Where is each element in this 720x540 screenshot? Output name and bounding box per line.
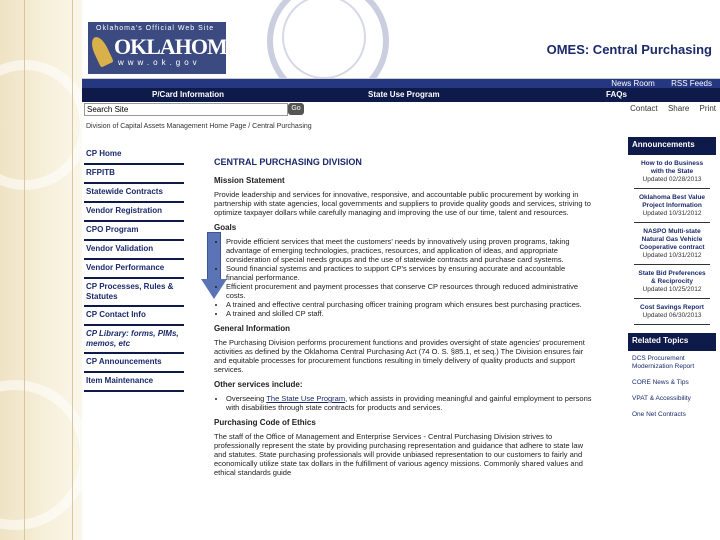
announcement-item[interactable] [634, 155, 710, 189]
logo-url: www.ok.gov [118, 58, 201, 67]
sidenav-vendor-registration[interactable]: Vendor Registration [84, 203, 184, 222]
other-services-list [214, 394, 594, 412]
site-title: OMES: Central Purchasing [546, 42, 712, 57]
related-topic-link[interactable]: CORE News & Tips [632, 379, 689, 386]
announcement-date: Updated 06/30/2013 [642, 312, 702, 319]
announcements-heading: Announcements [628, 137, 716, 155]
ethics-heading: Purchasing Code of Ethics [214, 418, 316, 427]
sidenav-cp-home[interactable]: CP Home [84, 146, 184, 165]
contact-link[interactable]: Contact [630, 104, 658, 113]
decorative-ring [0, 380, 82, 530]
main-content [214, 158, 594, 481]
decorative-ring [0, 60, 82, 190]
announcement-date: Updated 10/31/2012 [642, 252, 702, 259]
page-title: CENTRAL PURCHASING DIVISION [214, 157, 362, 167]
sidenav-cp-library[interactable]: CP Library: forms, PIMs, memos, etc [84, 326, 184, 354]
goal-item: • Sound financial systems and practices to support CP's services by ensuring accurate and accountable financial performance. [226, 264, 594, 282]
general-info-heading: General Information [214, 324, 291, 333]
sidenav-cp-processes[interactable]: CP Processes, Rules & Statutes [84, 279, 184, 307]
site-header [82, 0, 720, 79]
web-page [82, 0, 720, 540]
mission-text: Provide leadership and services for innovative, responsive, and accountable public procurement by working in partnership with state agencies, local governments and suppliers to provide quality goods and services, striving to optimize taxpayer dollars while carefully managing and improving the use of our time, talent and resources. [214, 190, 591, 217]
announcement-title[interactable]: NASPO Multi-state Natural Gas Vehicle Cooperative contract [639, 228, 705, 251]
sidenav-vendor-performance[interactable]: Vendor Performance [84, 260, 184, 279]
search-input[interactable] [84, 103, 288, 116]
rss-feeds-link[interactable]: RSS Feeds [671, 79, 712, 88]
nav-state-use-program[interactable]: State Use Program [368, 90, 440, 99]
sidenav-cp-announcements[interactable]: CP Announcements [84, 354, 184, 373]
announcement-item[interactable] [634, 299, 710, 325]
other-services-heading: Other services include: [214, 380, 303, 389]
announcement-item[interactable] [634, 223, 710, 265]
goals-list [214, 237, 594, 318]
logo-wordmark: OKLAHOMA [114, 34, 242, 59]
logo-tagline: Oklahoma's Official Web Site [96, 25, 215, 32]
goal-item: • Provide efficient services that meet the customers' needs by innovatively using proven programs, taking advantage of emerging technologies, practices, resources, and application of ideas, and appropriate consideration of special needs groups and the use of statewide contracts and purchase card systems. [226, 237, 594, 264]
other-service-item [226, 394, 594, 412]
related-topic-link[interactable]: DCS Procurement Modernization Report [632, 355, 695, 370]
decorative-line [72, 0, 73, 540]
side-navigation [84, 146, 184, 392]
sidenav-rfpitb[interactable]: RFPITB [84, 165, 184, 184]
goals-heading: Goals [214, 223, 237, 232]
announcement-title[interactable]: Oklahoma Best Value Project Information [638, 194, 706, 209]
news-room-link[interactable]: News Room [611, 79, 655, 88]
mission-heading: Mission Statement [214, 176, 285, 185]
announcement-title[interactable]: How to do Business with the State [640, 160, 704, 175]
sidenav-vendor-validation[interactable]: Vendor Validation [84, 241, 184, 260]
oklahoma-logo[interactable] [88, 22, 242, 74]
page-tools [622, 104, 716, 113]
announcement-date: Updated 10/31/2012 [642, 210, 702, 217]
other-service-suffix: , which assists in providing meaningful and gainful employment to persons with disabilities through state contracts for products and services. [226, 394, 592, 412]
general-info-text: The Purchasing Division performs procurement functions and provides oversight of state agencies' procurement activities as defined by the Oklahoma Central Purchasing Act (74 O. S. §85.1, et seq.) The Division ensures fair and equitable processes for procurement functions resulting in timely delivery of quality products and support services. [214, 338, 585, 374]
announcement-date: Updated 10/25/2012 [642, 286, 702, 293]
top-links [597, 79, 712, 88]
announcement-item[interactable] [634, 189, 710, 223]
nav-faqs[interactable]: FAQs [606, 90, 627, 99]
decorative-line [24, 0, 25, 540]
sidenav-statewide-contracts[interactable]: Statewide Contracts [84, 184, 184, 203]
search-row [82, 103, 720, 117]
share-link[interactable]: Share [667, 104, 690, 113]
other-service-prefix: Overseeing [226, 394, 267, 403]
state-use-program-link[interactable]: The State Use Program [266, 394, 346, 403]
left-decorative-border [0, 0, 82, 540]
breadcrumb[interactable]: Division of Capital Assets Management Home Page / Central Purchasing [86, 123, 312, 130]
sidenav-cpo-program[interactable]: CPO Program [84, 222, 184, 241]
feather-icon [88, 34, 113, 67]
announcement-date: Updated 02/28/2013 [642, 176, 702, 183]
ethics-text: The staff of the Office of Management and Enterprise Services - Central Purchasing Division strives to professionally represent the state by providing purchasing representation and guidance that adhere to state law and statutes. State purchasing professionals will provide unbiased representation to our customers to fairly and economically utilize state tax dollars in the fulfillment of various agency missions. Commonly shared values and ethical standards guide [214, 432, 583, 477]
related-topics-heading: Related Topics [628, 333, 716, 351]
right-sidebar [628, 137, 716, 423]
print-link[interactable]: Print [699, 104, 716, 113]
related-topic-link[interactable]: VPAT & Accessibility [632, 395, 691, 402]
goal-item: • A trained and skilled CP staff. [226, 309, 594, 318]
main-navbar [82, 88, 720, 102]
sidenav-cp-contact-info[interactable]: CP Contact Info [84, 307, 184, 326]
announcement-title[interactable]: State Bid Preferences & Reciprocity [638, 270, 706, 285]
sidenav-item-maintenance[interactable]: Item Maintenance [84, 373, 184, 392]
announcement-item[interactable] [634, 265, 710, 299]
related-topic-link[interactable]: One Net Contracts [632, 411, 686, 418]
announcement-title[interactable]: Cost Savings Report [640, 304, 704, 311]
goal-item: • A trained and effective central purchasing officer training program which ensures best purchasing practices. [226, 300, 594, 309]
search-go-button[interactable]: Go [288, 103, 304, 115]
goal-item: • Efficient procurement and payment processes that conserve CP resources through reduced administrative costs. [226, 282, 594, 300]
header-stripe [82, 79, 720, 88]
nav-pcard-information[interactable]: P/Card Information [152, 90, 225, 99]
